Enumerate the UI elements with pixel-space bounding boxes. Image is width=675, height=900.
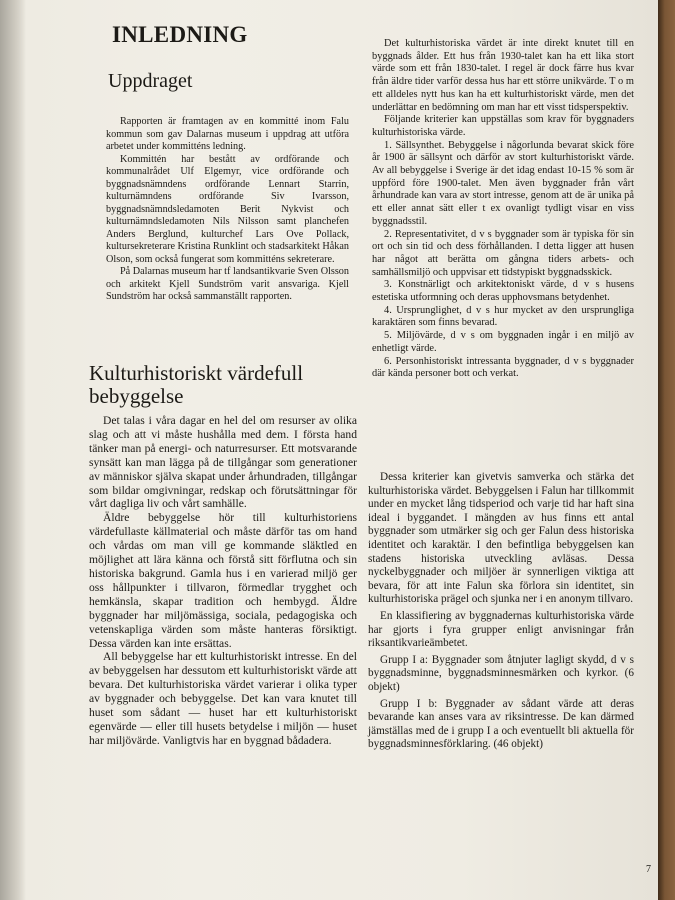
body-paragraph: Dessa kriterier kan givetvis samverka och stärka det kulturhistoriska värdet. Bebyggelsen i Falun har tillkommit under en mycket lång tidsperiod och varje tid har haft sina ideal i byggandet. I mängden av hus finns ett antal byggnader som utmärker sig och ger Falun dess historiska identitet och karaktär. I den befintliga bebyggelsen kan stadens historiska utveckling avläsas. Dessa nyckelbyggnader och miljöer är synnerligen viktiga att bevara, för att inte Falun ska förlora sin identitet, sin kulturhistoriska prägel och sjunka ner i en anonym tillvaro. <box>368 471 634 606</box>
criteria-paragraph: 5. Miljövärde, d v s om byggnaden ingår i en miljö av enhetligt värde. <box>372 330 634 354</box>
body-paragraph: All bebyggelse har ett kulturhistoriskt intresse. En del av bebyggelsen har dessutom ett kulturhistoriskt värde att bevara. Det kulturhistoriska värdet varierar i olika typer av byggnader och bebyggelse. Det kan vara knutet till huset som sådant — huset har ett kulturhistoriskt egenvärde — eller till husets betydelse i miljön — huset har miljövärde. Vanligtvis har en byggnad bådadera. <box>89 650 357 747</box>
body-paragraph: Äldre bebyggelse hör till kulturhistoriens värdefullaste källmaterial och måste därför tas om hand och vårdas om man vill ge kommande släktled en möjlighet att lära känna och förstå sitt förflutna och sin historiska bakgrund. Gamla hus i en varierad miljö ger oss hållpunkter i tillvaron, förmedlar trygghet och hemkänsla, skapar tradition och hembygd. Äldre byggnader har miljömässiga, sociala, pedagogiska och vetenskapliga värden som måste hanteras försiktigt. Dessa värden kan inte ersättas. <box>89 511 357 650</box>
right-body-text <box>368 471 634 755</box>
criteria-paragraph: Följande kriterier kan uppställas som krav för byggnaders kulturhistoriska värde. <box>372 114 634 138</box>
intro-paragraph: Rapporten är framtagen av en kommitté inom Falu kommun som gav Dalarnas museum i uppdrag att utföra arbetet under kommitténs ledning. <box>106 116 349 152</box>
criteria-paragraph: 2. Representativitet, d v s byggnader som är typiska för sin ort och sin tid och dess förhållanden. I detta ligger att husen har något att berätta om gångna tiders arbets- och samhällsmiljö och uppvisar ett tidstypiskt byggnadsskick. <box>372 228 634 278</box>
chapter-title: INLEDNING <box>112 22 248 47</box>
group-paragraph: Grupp I a: Byggnader som åtnjuter lagligt skydd, d v s byggnadsminne, byggnadsminnesmärken och kyrkor. (6 objekt) <box>368 653 634 693</box>
body-paragraph: En klassifiering av byggnadernas kulturhistoriska värde har gjorts i fyra grupper enligt anvisningar från riksantikvarieämbetet. <box>368 609 634 650</box>
criteria-paragraph: 6. Personhistoriskt intressanta byggnader, d v s byggnader där kända personer bott och verkat. <box>372 355 634 380</box>
right-small-text <box>372 38 634 381</box>
left-body-text <box>89 414 357 748</box>
wooden-table-edge <box>658 0 675 900</box>
criteria-paragraph: Det kulturhistoriska värdet är inte direkt knutet till en byggnads ålder. Ett hus från 1930-talet kan ha ett lika stort värde som ett från 1830-talet. I regel är dock färre hus kvar från äldre tider varför dessa hus har ett större unikvärde. T o m ett alldeles nytt hus kan ha ett kulturhistoriskt värde, men det underlättar en bedömning om man har ett visst tidsperspektiv. <box>372 38 634 113</box>
criteria-paragraph: 3. Konstnärligt och arkitektoniskt värde, d v s husens estetiska utformning och deras upphovsmans betydenhet. <box>372 279 634 304</box>
subheading-kulturhistoriskt: Kulturhistoriskt värdefull bebyggelse <box>89 361 304 408</box>
intro-text-block <box>106 116 349 304</box>
intro-paragraph: Kommittén har bestått av ordförande och kommunalrådet Ulf Elgemyr, vice ordförande och byggnadsnämndens ordförande Lennart Starrin, kulturnämndens ordförande Siv Ivarsson, byggnadsnämndsledamoten Berit Nykvist och kulturnämndsledamoten Nils Nilsson samt planchefen Anders Berglund, kulturchef Lars Ove Pollack, kultursekreterare Kristina Runklint och stadsarkitekt Håkan Olson, som också fungerat som kommitténs sekreterare. <box>106 153 350 265</box>
intro-paragraph: På Dalarnas museum har tf landsantikvarie Sven Olsson och arkitekt Kjell Sundström varit ansvariga. Kjell Sundström har också sammanställt rapporten. <box>106 266 349 302</box>
body-paragraph: Det talas i våra dagar en hel del om resurser av olika slag och att vi måste hushålla med dem. I första hand tänker man på energi- och naturresurser. Ett motsvarande synsätt kan man lägga på de tillgångar som generationer av människor själva skapat under århundraden, tillgångar som bildar omgivningar, redskap och förutsättningar för vårt dagliga liv och vårt samhälle. <box>89 414 357 511</box>
page-number: 7 <box>646 864 651 875</box>
criteria-paragraph: 4. Ursprunglighet, d v s hur mycket av den ursprungliga karaktären som finns bevarad. <box>372 304 634 329</box>
criteria-paragraph: 1. Sällsynthet. Bebyggelse i någorlunda bevarat skick före år 1900 är sällsynt och därför av stort kulturhistoriskt värde. Av all bebyggelse i Sverige är det idag endast 10-15 % som är uppförd före 1900-talet. Men även byggnader från vårt århundrade kan vara av stort intresse, genom att de är unika på ett eller annat sätt eller t ex ovanligt tydligt visar en viss byggnadsstil. <box>372 139 634 227</box>
page-gutter-shadow <box>0 0 26 900</box>
subheading-uppdraget: Uppdraget <box>108 70 193 92</box>
group-paragraph: Grupp I b: Byggnader av sådant värde att deras bevarande kan anses vara av riksintresse. De kan därmed jämställas med de i grupp I a och eventuellt bli aktuella för byggnadsminnesförklaring. (46 objekt) <box>368 697 634 751</box>
